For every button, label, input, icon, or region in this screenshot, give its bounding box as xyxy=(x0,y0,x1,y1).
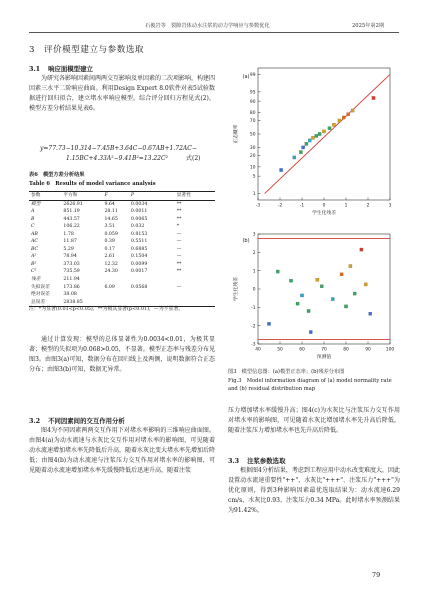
table-cell: 0.059 xyxy=(104,231,118,237)
table-row xyxy=(29,276,215,284)
table-cell: AC xyxy=(31,239,38,245)
table-header-cell: 参数 xyxy=(29,192,61,201)
x-tick-label: 90 xyxy=(365,347,371,353)
data-point xyxy=(307,309,310,312)
y-tick-label: 30 xyxy=(249,146,256,152)
table-cell: 0.0065 xyxy=(130,216,148,222)
y-tick-label: 95 xyxy=(249,90,256,96)
page-number: 79 xyxy=(372,571,381,579)
data-point xyxy=(289,279,292,282)
normal-reference-line xyxy=(265,74,390,193)
data-point xyxy=(320,285,323,288)
equation-line-2: 1.15BC+4.33A²−9.41B²=13.22C² xyxy=(66,155,168,162)
paragraph-text: 压力增加堵水率缓慢升高；图4(c)为水灰比与注浆压力交互作用对堵水率的影响图，可见随着水灰比增加堵水率先升高后降低，随着注浆压力增加堵水率也先升高后降低。 xyxy=(228,407,400,434)
table-cell xyxy=(102,276,128,284)
table-header-cell: 显著性 xyxy=(175,192,215,201)
table-cell: 6.09 xyxy=(104,284,115,290)
data-point xyxy=(302,146,305,149)
data-point xyxy=(328,127,331,130)
table-cell: 173.86 xyxy=(63,284,80,290)
table-cell: 0.1504 xyxy=(130,254,148,260)
table-cell: 11.87 xyxy=(63,239,77,245)
paragraph-model-fit xyxy=(29,335,215,375)
table-cell: 851.19 xyxy=(63,209,80,215)
table-cell: 2838.85 xyxy=(61,299,102,307)
subsection-number: 3.3 xyxy=(228,457,240,465)
table-cell: 失拟误差 xyxy=(31,284,50,290)
table-row xyxy=(29,291,215,299)
data-point xyxy=(296,302,299,305)
data-point xyxy=(340,273,343,276)
table-cell: 9.64 xyxy=(104,201,115,207)
y-tick-label: 90 xyxy=(249,99,256,105)
table-cell: AB xyxy=(31,231,38,237)
panel-label: (b) xyxy=(242,238,250,244)
data-point xyxy=(315,134,318,137)
x-tick-label: 70 xyxy=(321,347,327,353)
data-point xyxy=(293,156,296,159)
residual-distribution-plot xyxy=(228,226,400,366)
table-cell: 735.59 xyxy=(63,269,80,275)
figure-caption-cn: 图3 模型信息图：(a)模型正态率；(b)残差分布图 xyxy=(228,369,345,375)
table-cell: ** xyxy=(176,269,182,275)
table-row xyxy=(29,200,215,208)
table-cell: 总误差 xyxy=(29,299,61,307)
x-tick-label: 50 xyxy=(277,347,283,353)
x-tick-label: 2 xyxy=(366,203,370,209)
table-cell: — xyxy=(176,254,182,260)
table-cell: 0.0568 xyxy=(130,284,148,290)
data-point xyxy=(276,270,279,273)
table-cell: 14.65 xyxy=(104,216,118,222)
panel-label: (a) xyxy=(242,74,250,80)
table-cell: B² xyxy=(31,261,37,267)
data-point xyxy=(360,248,363,251)
data-point xyxy=(338,119,341,122)
table-cell: 0.17 xyxy=(104,246,115,252)
paragraph-text: 为研究各影响因素间两两交互影响及单因素的二次项影响，构建四因素三水平二阶响应曲面。利用Design Expert 8.0软件对表5试验数据进行回归拟合，建立堵水率响应模型。综合评分回归方程见式(2)，模型方差分析结果见表6。 xyxy=(29,75,216,112)
table-cell: 5.29 xyxy=(63,246,74,252)
data-point xyxy=(349,264,352,267)
table-cell xyxy=(175,276,215,284)
subsection-number: 3.1 xyxy=(29,65,41,73)
table-cell: 1.78 xyxy=(63,231,74,237)
table-title-cn: 表6 模型方差分析结果 xyxy=(29,172,85,178)
table-cell: 0.0017 xyxy=(130,269,148,275)
x-tick-label: 0 xyxy=(322,203,326,209)
y-tick-label: -3 xyxy=(251,342,256,348)
table-cell: ** xyxy=(176,261,182,267)
table-cell: 0.39 xyxy=(104,239,115,245)
table-title-en: Table 6 Results of model variance analysis xyxy=(29,181,156,187)
data-point xyxy=(308,139,311,142)
data-point xyxy=(318,132,321,135)
section-title: 评价模型建立与参数选取 xyxy=(43,45,145,55)
y-tick-label: 10 xyxy=(249,165,256,171)
table-cell: 0.0011 xyxy=(130,209,148,215)
table-row xyxy=(29,284,215,292)
data-point xyxy=(347,113,350,116)
table-cell: — xyxy=(176,284,182,290)
y-tick-label: 3 xyxy=(252,232,256,238)
table-header-cell: 平方和 xyxy=(61,192,102,201)
table-cell: ** xyxy=(176,209,182,215)
table-cell: ** xyxy=(176,201,182,207)
data-point xyxy=(280,168,283,171)
data-point xyxy=(305,142,308,145)
table-note: 注：*为显著(0.01<p<0.05)，**为极其显著(p<0.01)，—为不显著。 xyxy=(29,306,184,312)
table-header-cell: P xyxy=(129,192,175,201)
x-tick-label: 40 xyxy=(255,347,261,353)
table-cell: 0.0099 xyxy=(130,261,148,267)
table-cell: A xyxy=(31,209,35,215)
table-cell: 0.032 xyxy=(130,224,145,230)
y-tick-label: 1 xyxy=(252,192,256,198)
section-number: 3 xyxy=(29,45,35,55)
data-point xyxy=(332,123,335,126)
table-cell: ** xyxy=(176,216,182,222)
x-tick-label: 1 xyxy=(344,203,348,209)
y-tick-label: 70 xyxy=(249,119,256,125)
variance-table xyxy=(29,191,215,307)
equation-tag: 式(2) xyxy=(186,155,201,162)
table-cell: — xyxy=(176,231,182,237)
data-point xyxy=(309,330,312,333)
y-tick-label: -2 xyxy=(251,324,256,330)
table-cell: 28.11 xyxy=(104,209,118,215)
y-axis-label: 正态概率 xyxy=(234,124,239,144)
y-axis-label: 学生化残差 xyxy=(234,277,239,301)
table-cell xyxy=(129,276,175,284)
paragraph-text: 根据图4分析结果，考虑到工程应用中动水改变难度大，因此设置动水流速重要性"++"、水灰比"+++"、注浆压力"+++"为优化原则，得到3种影响因素最优选取结果为：动水流速6.29 cm/s、水灰比0.93、注浆压力0.34 MPa。此时堵水率预测结果为91.42%。 xyxy=(228,467,400,514)
data-point xyxy=(299,150,302,153)
table-cell: 2.61 xyxy=(104,254,115,260)
subsection-title: 不同因素间的交互作用分析 xyxy=(48,417,125,425)
paragraph-text: 图4为不同因素两两交互作用下对堵水率影响的三维响应曲面图。由图4(a)为动水流速与水灰比交互作用对堵水率的影响图，可见随着动水流速增加堵水率先降低后升高，随着水灰比变大堵水率先增加后降低；由图4(b)为动水流速与注浆压力交互作用对堵水率的影响图，可见随着动水流速增加堵水率先缓慢降低后迅速升高，随着注浆 xyxy=(29,427,216,474)
section-heading xyxy=(29,43,153,55)
header-rule xyxy=(29,32,399,33)
table-cell: B xyxy=(31,216,35,222)
table-cell: C² xyxy=(31,269,37,275)
table-cell: * xyxy=(176,224,180,230)
x-axis-label: 预测值 xyxy=(316,355,332,360)
data-point xyxy=(342,116,345,119)
table-cell: 373.03 xyxy=(63,261,80,267)
subsection-title: 注浆参数选取 xyxy=(247,457,286,465)
y-tick-label: 20 xyxy=(249,154,256,160)
table-header-cell: F xyxy=(102,192,128,201)
table-cell: 0.8153 xyxy=(130,231,148,237)
paragraph-interaction-cont xyxy=(228,406,400,436)
y-tick-label: 5 xyxy=(252,174,256,180)
data-point xyxy=(372,96,375,99)
data-point xyxy=(300,294,303,297)
paragraph-response-surface xyxy=(29,74,215,114)
table-cell: — xyxy=(176,239,182,245)
table-row xyxy=(29,231,215,239)
table-cell: 模型 xyxy=(31,201,41,207)
data-point xyxy=(364,283,367,286)
table-row xyxy=(29,246,215,254)
table-cell: 3.51 xyxy=(104,224,115,230)
y-tick-label: 1 xyxy=(252,269,256,275)
table-cell: BC xyxy=(31,246,39,252)
table-cell: C xyxy=(31,224,35,230)
y-tick-label: 99 xyxy=(249,72,256,78)
x-axis-label: 学生化残差 xyxy=(312,211,336,216)
table-cell: A² xyxy=(31,254,37,260)
paragraph-text: 通过计算发现：模型的总体显著性为0.0034<0.01，为极其显著；模型的失拟项为0.068>0.05，不显著。模型正态率与残差分布见图3。由图3(a)可知，数据分布在回归线上及两侧，说明数据符合正态分布；由图3(b)可知，数据无异常。 xyxy=(29,336,215,373)
data-point xyxy=(344,305,347,308)
x-tick-label: -1 xyxy=(299,203,305,209)
table-row xyxy=(29,238,215,246)
table-cell: 0.0034 xyxy=(130,201,148,207)
y-tick-label: 0 xyxy=(252,287,256,293)
running-header-left: 石俊岩等 裂隙岩体动水注浆的动力学响应与参数优化 xyxy=(145,23,270,29)
subsection-title: 响应面模型建立 xyxy=(48,65,93,73)
table-row xyxy=(29,208,215,216)
plot-frame xyxy=(258,234,390,344)
subsection-heading-3-1 xyxy=(29,64,101,73)
table-cell xyxy=(175,291,215,299)
table-cell: 211.94 xyxy=(63,277,80,283)
data-point xyxy=(311,136,314,139)
x-tick-label: 100 xyxy=(385,347,395,353)
y-tick-label: 80 xyxy=(249,111,256,117)
y-tick-label: 2 xyxy=(252,250,256,256)
running-header-right: 2025年第2期 xyxy=(352,23,385,29)
x-tick-label: -3 xyxy=(255,203,261,209)
subsection-number: 3.2 xyxy=(29,417,41,425)
data-point xyxy=(369,312,372,315)
data-point xyxy=(353,292,356,295)
x-tick-label: 80 xyxy=(343,347,349,353)
table-cell: 绝对误差 xyxy=(31,292,50,298)
table-cell: 38.08 xyxy=(63,292,77,298)
table-row xyxy=(29,268,215,276)
figure-caption-en: Fig.3 Model information diagram of (a) model normality rate and (b) residual distribution map xyxy=(228,378,392,392)
table-cell xyxy=(129,291,175,299)
table-cell: — xyxy=(176,246,182,252)
paragraph-interaction xyxy=(29,426,215,476)
table-cell: 0.5511 xyxy=(130,239,148,245)
table-cell: 24.30 xyxy=(104,269,118,275)
x-tick-label: 3 xyxy=(388,203,392,209)
variance-table-grid xyxy=(29,191,215,307)
paragraph-parameter-selection xyxy=(228,466,400,516)
table-cell xyxy=(102,291,128,299)
normal-probability-plot xyxy=(228,60,400,226)
y-tick-label: -1 xyxy=(251,305,256,311)
table-row xyxy=(29,223,215,231)
table-cell: 残差 xyxy=(31,277,41,283)
data-point xyxy=(351,109,354,112)
table-cell: 78.94 xyxy=(63,254,77,260)
subsection-heading-3-3 xyxy=(228,456,293,465)
table-header-row xyxy=(29,192,215,201)
equation-line-1: y=77.73−10.314−7.45B+3.64C−0.67AB+1.72AC− xyxy=(40,145,197,152)
table-cell: 0.6885 xyxy=(130,246,148,252)
table-row xyxy=(29,216,215,224)
table-row xyxy=(29,253,215,261)
subsection-heading-3-2 xyxy=(29,416,133,425)
plot-frame xyxy=(258,68,390,200)
table-cell: 12.32 xyxy=(104,261,118,267)
x-tick-label: 60 xyxy=(299,347,305,353)
x-tick-label: -2 xyxy=(277,203,283,209)
data-point xyxy=(322,130,325,133)
table-cell: 2626.91 xyxy=(63,201,83,207)
table-cell: 106.22 xyxy=(63,224,80,230)
data-point xyxy=(331,297,334,300)
y-tick-label: 50 xyxy=(249,132,256,138)
data-point xyxy=(267,322,270,325)
table-cell: 443.57 xyxy=(63,216,80,222)
table-row xyxy=(29,261,215,269)
data-point xyxy=(316,278,319,281)
